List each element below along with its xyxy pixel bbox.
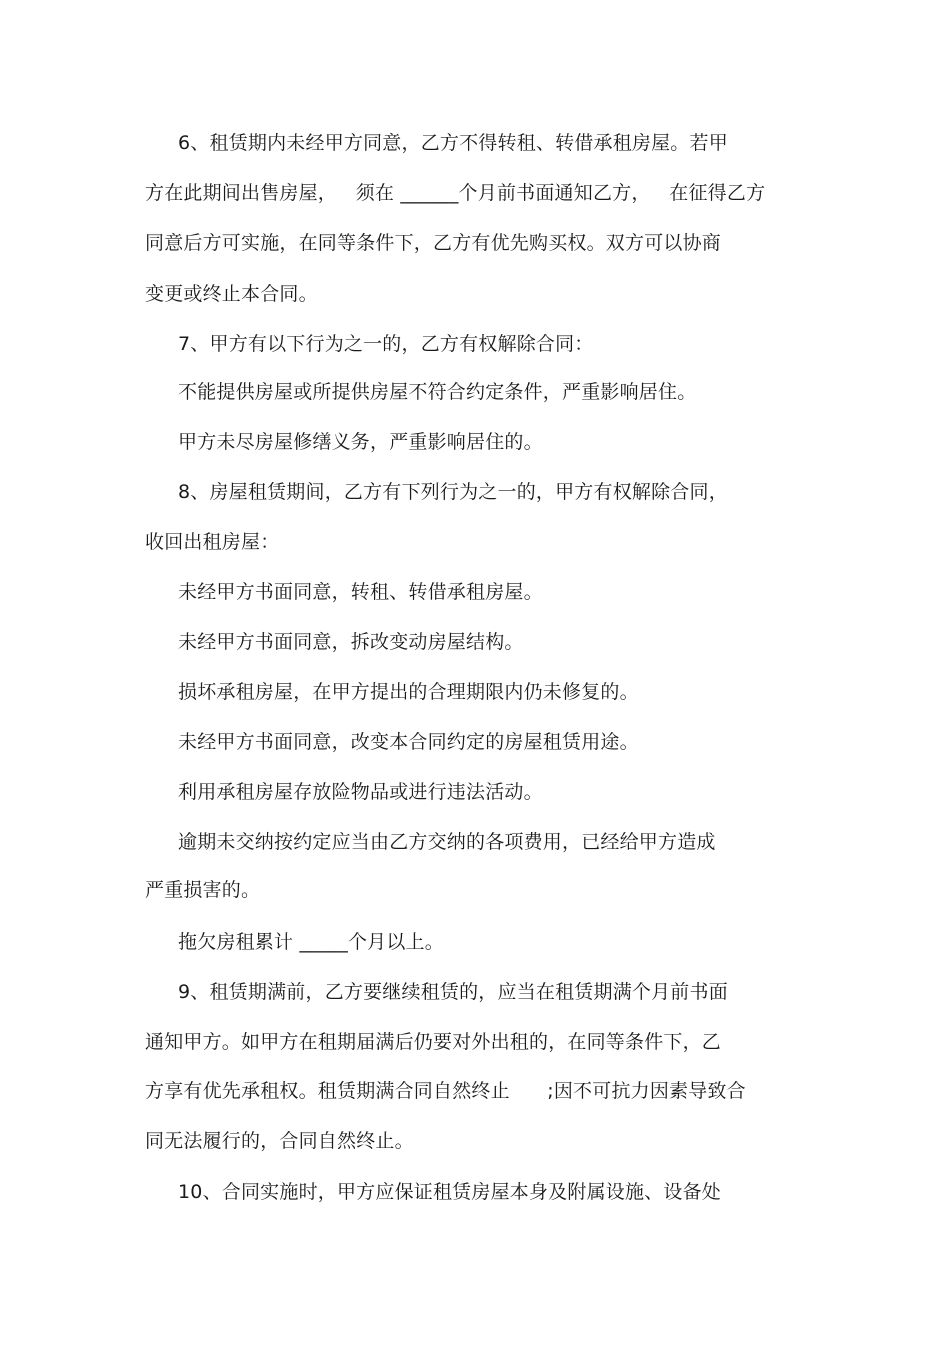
text-line: 同意后方可实施，在同等条件下，乙方有优先购买权。双方可以协商 xyxy=(145,232,722,254)
text-line: 严重损害的。 xyxy=(145,879,261,901)
text-line: 收回出租房屋： xyxy=(145,531,280,553)
text-line: 同无法履行的，合同自然终止。 xyxy=(145,1130,414,1152)
text-line: 变更或终止本合同。 xyxy=(145,283,318,305)
text-line: 6、租赁期内未经甲方同意，乙方不得转租、转借承租房屋。若甲 xyxy=(178,132,728,154)
text-line: 通知甲方。如甲方在租期届满后仍要对外出租的，在同等条件下，乙 xyxy=(145,1031,722,1053)
text-line: 8、房屋租赁期间，乙方有下列行为之一的，甲方有权解除合同， xyxy=(178,481,728,503)
text-line: 损坏承租房屋，在甲方提出的合理期限内仍未修复的。 xyxy=(178,681,639,703)
text-line: 利用承租房屋存放险物品或进行违法活动。 xyxy=(178,781,543,803)
text-line: 9、租赁期满前，乙方要继续租赁的，应当在租赁期满个月前书面 xyxy=(178,981,728,1003)
text-line: 方在此期间出售房屋， 须在 ______个月前书面通知乙方， 在征得乙方 xyxy=(145,182,766,204)
text-line: 未经甲方书面同意，转租、转借承租房屋。 xyxy=(178,581,543,603)
text-line: 不能提供房屋或所提供房屋不符合约定条件，严重影响居住。 xyxy=(178,381,697,403)
text-line: 7、甲方有以下行为之一的，乙方有权解除合同： xyxy=(178,333,594,355)
text-line: 未经甲方书面同意，改变本合同约定的房屋租赁用途。 xyxy=(178,731,639,753)
text-line: 拖欠房租累计 _____个月以上。 xyxy=(178,931,444,953)
text-line: 甲方未尽房屋修缮义务，严重影响居住的。 xyxy=(178,431,543,453)
text-line: 逾期未交纳按约定应当由乙方交纳的各项费用，已经给甲方造成 xyxy=(178,831,716,853)
text-line: 10、合同实施时，甲方应保证租赁房屋本身及附属设施、设备处 xyxy=(178,1181,721,1203)
text-line: 未经甲方书面同意，拆改变动房屋结构。 xyxy=(178,631,524,653)
text-line: 方享有优先承租权。租赁期满合同自然终止 ;因不可抗力因素导致合 xyxy=(145,1080,746,1102)
